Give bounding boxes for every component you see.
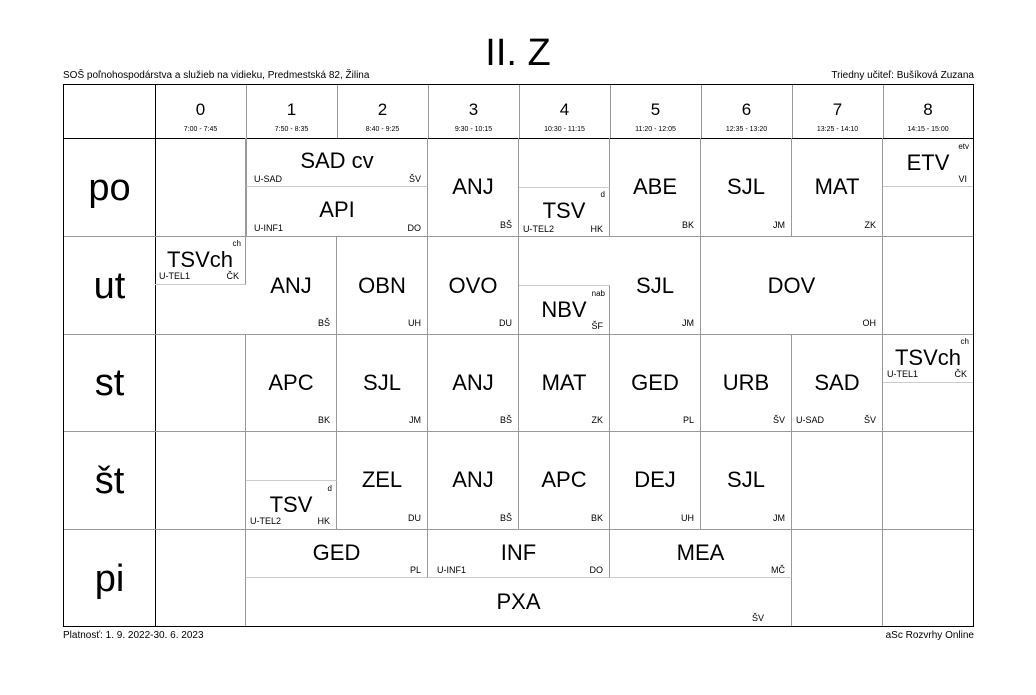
lesson-ut-sjl[interactable]: SJL JM [610, 236, 701, 334]
lesson-st2-apc[interactable]: APC BK [519, 431, 610, 529]
lesson-po-tsv[interactable]: d TSV U-TEL2 HK [519, 187, 610, 236]
lesson-po-anj[interactable]: ANJ BŠ [428, 138, 519, 236]
lesson-st2-dej[interactable]: DEJ UH [610, 431, 701, 529]
lesson-po-empty-4 [519, 138, 610, 187]
period-3: 3 9:30 - 10:15 [454, 100, 493, 133]
day-label-pi: pi [94, 558, 125, 600]
lesson-ut-ovo[interactable]: OVO DU [428, 236, 519, 334]
day-label-st: st [94, 362, 125, 404]
period-4: 4 10:30 - 11:15 [544, 100, 585, 133]
lesson-st-urb[interactable]: URB ŠV [701, 334, 792, 431]
validity: Platnosť: 1. 9. 2022-30. 6. 2023 [63, 630, 204, 641]
school-name: SOŠ poľnohospodárstva a služieb na vidieku, Predmestská 82, Žilina [63, 70, 370, 81]
lesson-pi-inf[interactable]: INF U-INF1 DO [428, 529, 610, 578]
lesson-po-api[interactable]: API U-INF1 DO [246, 187, 428, 236]
period-8: 8 14:15 - 15:00 [907, 100, 949, 133]
lesson-st-tsvch[interactable]: ch TSVch U-TEL1 ČK [883, 334, 973, 383]
lesson-ut-anj[interactable]: ANJ BŠ [246, 236, 337, 334]
lesson-st2-empty-1 [246, 431, 337, 480]
lesson-pi-empty-0 [155, 529, 246, 626]
class-title: II. Z [485, 32, 551, 74]
lesson-ut-nbv[interactable]: nab NBV ŠF [519, 285, 610, 334]
credit: aSc Rozvrhy Online [885, 630, 974, 641]
lesson-pi-ged[interactable]: GED PL [246, 529, 428, 578]
period-7: 7 13:25 - 14:10 [816, 100, 859, 133]
period-0: 0 7:00 - 7:45 [183, 100, 218, 133]
lesson-st2-zel[interactable]: ZEL DU [337, 431, 428, 529]
period-5: 5 11:20 - 12:05 [635, 100, 676, 133]
lesson-po-etv[interactable]: etv ETV VI [883, 138, 973, 187]
lesson-ut-tsvch[interactable]: ch TSVch U-TEL1 ČK [155, 236, 246, 285]
lesson-po-sjl[interactable]: SJL JM [701, 138, 792, 236]
period-6: 6 12:35 - 13:20 [725, 100, 768, 133]
lesson-ut-dov[interactable]: DOV OH [701, 236, 883, 334]
day-label-po: po [88, 167, 131, 209]
lesson-po-sad-cv[interactable]: SAD cv U-SAD ŠV [246, 138, 428, 187]
lesson-st-ged[interactable]: GED PL [610, 334, 701, 431]
class-teacher: Triedny učiteľ: Bušíková Zuzana [831, 70, 974, 81]
lesson-st-apc[interactable]: APC BK [246, 334, 337, 431]
day-label-st2: št [94, 460, 125, 502]
lesson-st2-sjl[interactable]: SJL JM [701, 431, 792, 529]
period-2: 2 8:40 - 9:25 [365, 100, 400, 133]
lesson-st-mat[interactable]: MAT ZK [519, 334, 610, 431]
lesson-st2-anj[interactable]: ANJ BŠ [428, 431, 519, 529]
lesson-po-abe[interactable]: ABE BK [610, 138, 701, 236]
lesson-st-anj[interactable]: ANJ BŠ [428, 334, 519, 431]
lesson-st-sjl[interactable]: SJL JM [337, 334, 428, 431]
lesson-pi-pxa[interactable]: PXA ŠV [246, 578, 792, 626]
lesson-st-sad[interactable]: SAD U-SAD ŠV [792, 334, 883, 431]
lesson-pi-empty-7 [792, 529, 883, 626]
lesson-po-mat[interactable]: MAT ZK [792, 138, 883, 236]
lesson-ut-obn[interactable]: OBN UH [337, 236, 428, 334]
lesson-st2-empty-7 [792, 431, 883, 529]
lesson-po-empty-0 [155, 138, 246, 236]
timetable-grid [63, 84, 974, 627]
day-label-ut: ut [93, 265, 126, 307]
lesson-st2-tsv[interactable]: d TSV U-TEL2 HK [246, 480, 337, 529]
lesson-pi-mea[interactable]: MEA MČ [610, 529, 792, 578]
lesson-st-empty-0 [155, 334, 246, 431]
lesson-st2-empty-0 [155, 431, 246, 529]
period-1: 1 7:50 - 8:35 [274, 100, 309, 133]
